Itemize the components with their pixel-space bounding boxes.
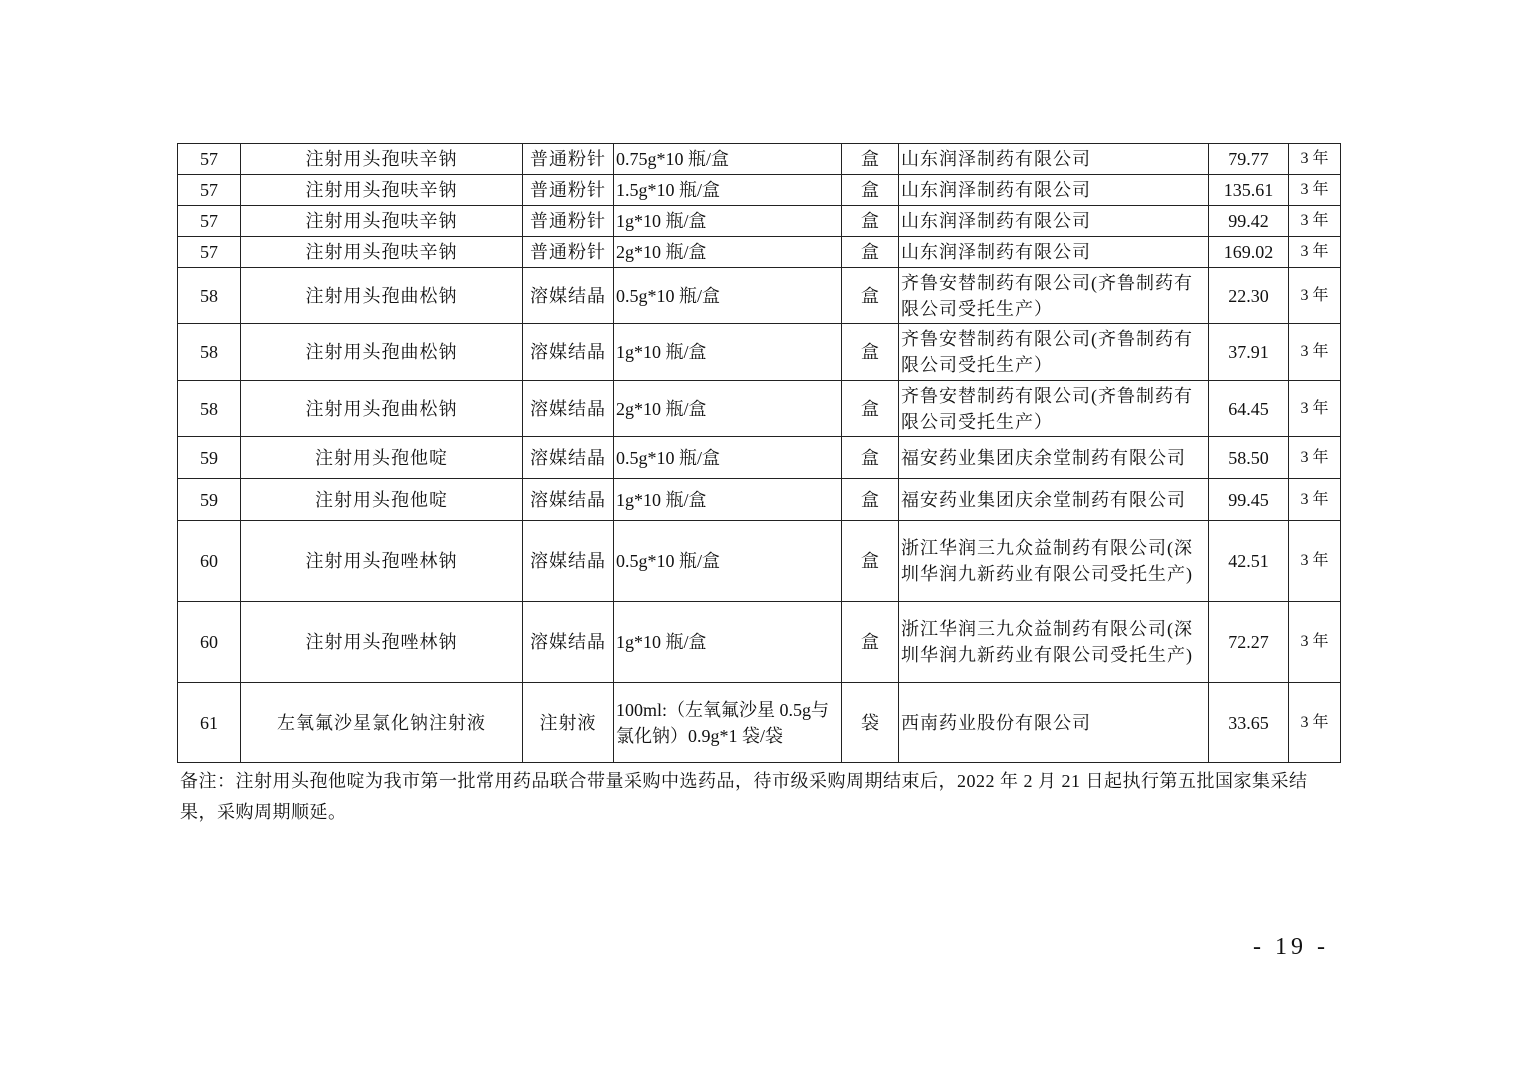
table-row xyxy=(178,381,1341,437)
cell-price: 42.51 xyxy=(1209,521,1289,602)
table-row xyxy=(178,521,1341,602)
cell-company: 山东润泽制药有限公司 xyxy=(899,175,1209,206)
cell-spec: 1g*10 瓶/盒 xyxy=(614,206,842,237)
cell-no: 58 xyxy=(178,324,241,381)
cell-no: 57 xyxy=(178,144,241,175)
cell-term: 3 年 xyxy=(1289,268,1341,324)
cell-dosage-form: 注射液 xyxy=(523,683,614,763)
cell-price: 99.45 xyxy=(1209,479,1289,521)
cell-spec: 2g*10 瓶/盒 xyxy=(614,381,842,437)
cell-spec: 0.5g*10 瓶/盒 xyxy=(614,521,842,602)
cell-spec: 1g*10 瓶/盒 xyxy=(614,324,842,381)
cell-unit: 盒 xyxy=(842,268,899,324)
cell-drug-name: 注射用头孢唑林钠 xyxy=(241,521,523,602)
cell-term: 3 年 xyxy=(1289,602,1341,683)
cell-term: 3 年 xyxy=(1289,324,1341,381)
cell-spec: 100ml:（左氧氟沙星 0.5g与氯化钠）0.9g*1 袋/袋 xyxy=(614,683,842,763)
cell-no: 57 xyxy=(178,175,241,206)
cell-price: 22.30 xyxy=(1209,268,1289,324)
cell-price: 169.02 xyxy=(1209,237,1289,268)
table-row xyxy=(178,206,1341,237)
cell-company: 浙江华润三九众益制药有限公司(深圳华润九新药业有限公司受托生产) xyxy=(899,602,1209,683)
cell-dosage-form: 溶媒结晶 xyxy=(523,479,614,521)
table-row xyxy=(178,437,1341,479)
cell-term: 3 年 xyxy=(1289,683,1341,763)
cell-no: 57 xyxy=(178,206,241,237)
cell-dosage-form: 普通粉针 xyxy=(523,144,614,175)
cell-drug-name: 注射用头孢呋辛钠 xyxy=(241,206,523,237)
cell-dosage-form: 普通粉针 xyxy=(523,206,614,237)
cell-price: 58.50 xyxy=(1209,437,1289,479)
cell-company: 西南药业股份有限公司 xyxy=(899,683,1209,763)
cell-no: 60 xyxy=(178,521,241,602)
cell-term: 3 年 xyxy=(1289,521,1341,602)
cell-dosage-form: 溶媒结晶 xyxy=(523,521,614,602)
drug-table xyxy=(177,143,1341,763)
cell-price: 135.61 xyxy=(1209,175,1289,206)
cell-dosage-form: 溶媒结晶 xyxy=(523,324,614,381)
cell-drug-name: 注射用头孢唑林钠 xyxy=(241,602,523,683)
table-row xyxy=(178,602,1341,683)
table-row xyxy=(178,683,1341,763)
cell-unit: 袋 xyxy=(842,683,899,763)
cell-drug-name: 注射用头孢呋辛钠 xyxy=(241,175,523,206)
cell-dosage-form: 普通粉针 xyxy=(523,175,614,206)
cell-drug-name: 注射用头孢曲松钠 xyxy=(241,268,523,324)
table-body xyxy=(178,144,1341,763)
cell-term: 3 年 xyxy=(1289,144,1341,175)
cell-no: 58 xyxy=(178,381,241,437)
cell-company: 浙江华润三九众益制药有限公司(深圳华润九新药业有限公司受托生产) xyxy=(899,521,1209,602)
cell-drug-name: 注射用头孢他啶 xyxy=(241,479,523,521)
table-row xyxy=(178,175,1341,206)
cell-drug-name: 注射用头孢曲松钠 xyxy=(241,381,523,437)
cell-company: 山东润泽制药有限公司 xyxy=(899,144,1209,175)
cell-unit: 盒 xyxy=(842,144,899,175)
cell-price: 33.65 xyxy=(1209,683,1289,763)
cell-spec: 0.5g*10 瓶/盒 xyxy=(614,437,842,479)
cell-company: 山东润泽制药有限公司 xyxy=(899,206,1209,237)
cell-term: 3 年 xyxy=(1289,175,1341,206)
table-row xyxy=(178,144,1341,175)
cell-no: 60 xyxy=(178,602,241,683)
cell-dosage-form: 溶媒结晶 xyxy=(523,437,614,479)
cell-spec: 1.5g*10 瓶/盒 xyxy=(614,175,842,206)
cell-spec: 0.75g*10 瓶/盒 xyxy=(614,144,842,175)
cell-drug-name: 注射用头孢呋辛钠 xyxy=(241,144,523,175)
cell-drug-name: 左氧氟沙星氯化钠注射液 xyxy=(241,683,523,763)
cell-term: 3 年 xyxy=(1289,206,1341,237)
cell-company: 福安药业集团庆余堂制药有限公司 xyxy=(899,479,1209,521)
cell-no: 58 xyxy=(178,268,241,324)
cell-drug-name: 注射用头孢他啶 xyxy=(241,437,523,479)
page-number: - 19 - xyxy=(1253,934,1329,960)
cell-unit: 盒 xyxy=(842,521,899,602)
cell-spec: 2g*10 瓶/盒 xyxy=(614,237,842,268)
cell-dosage-form: 溶媒结晶 xyxy=(523,381,614,437)
cell-unit: 盒 xyxy=(842,437,899,479)
cell-unit: 盒 xyxy=(842,602,899,683)
cell-company: 福安药业集团庆余堂制药有限公司 xyxy=(899,437,1209,479)
cell-drug-name: 注射用头孢曲松钠 xyxy=(241,324,523,381)
cell-no: 57 xyxy=(178,237,241,268)
cell-spec: 1g*10 瓶/盒 xyxy=(614,602,842,683)
cell-dosage-form: 溶媒结晶 xyxy=(523,602,614,683)
cell-company: 齐鲁安替制药有限公司(齐鲁制药有限公司受托生产） xyxy=(899,268,1209,324)
table-row xyxy=(178,479,1341,521)
cell-term: 3 年 xyxy=(1289,381,1341,437)
cell-unit: 盒 xyxy=(842,206,899,237)
cell-unit: 盒 xyxy=(842,175,899,206)
cell-company: 山东润泽制药有限公司 xyxy=(899,237,1209,268)
cell-spec: 1g*10 瓶/盒 xyxy=(614,479,842,521)
cell-no: 61 xyxy=(178,683,241,763)
cell-term: 3 年 xyxy=(1289,237,1341,268)
cell-dosage-form: 普通粉针 xyxy=(523,237,614,268)
cell-price: 72.27 xyxy=(1209,602,1289,683)
table-row xyxy=(178,268,1341,324)
cell-unit: 盒 xyxy=(842,237,899,268)
cell-term: 3 年 xyxy=(1289,437,1341,479)
cell-price: 37.91 xyxy=(1209,324,1289,381)
cell-unit: 盒 xyxy=(842,324,899,381)
cell-dosage-form: 溶媒结晶 xyxy=(523,268,614,324)
table-row xyxy=(178,324,1341,381)
cell-unit: 盒 xyxy=(842,479,899,521)
cell-unit: 盒 xyxy=(842,381,899,437)
cell-company: 齐鲁安替制药有限公司(齐鲁制药有限公司受托生产） xyxy=(899,381,1209,437)
cell-price: 99.42 xyxy=(1209,206,1289,237)
footnote: 备注：注射用头孢他啶为我市第一批常用药品联合带量采购中选药品，待市级采购周期结束后，2022 年 2 月 21 日起执行第五批国家集采结果，采购周期顺延。 xyxy=(180,771,1308,822)
cell-term: 3 年 xyxy=(1289,479,1341,521)
cell-drug-name: 注射用头孢呋辛钠 xyxy=(241,237,523,268)
cell-company: 齐鲁安替制药有限公司(齐鲁制药有限公司受托生产） xyxy=(899,324,1209,381)
table-row xyxy=(178,237,1341,268)
cell-price: 64.45 xyxy=(1209,381,1289,437)
cell-no: 59 xyxy=(178,437,241,479)
cell-price: 79.77 xyxy=(1209,144,1289,175)
cell-spec: 0.5g*10 瓶/盒 xyxy=(614,268,842,324)
cell-no: 59 xyxy=(178,479,241,521)
